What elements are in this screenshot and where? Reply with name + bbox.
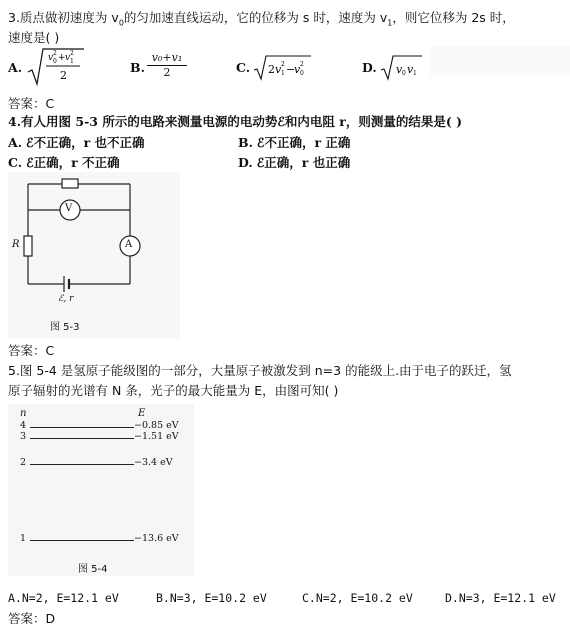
q3-option-a-label: A. [8, 60, 23, 75]
q3-option-c-formula [253, 54, 315, 84]
q4-option-b-text: ℰ不正确，r 正确 [256, 135, 351, 150]
q5-answer: 答案：D [8, 611, 56, 626]
energy-level-figure [8, 404, 194, 576]
q3-option-a-formula [26, 46, 86, 88]
q3-option-b-label: B. [130, 60, 145, 75]
resistor-r-icon [24, 236, 32, 256]
q3-options [0, 46, 570, 90]
ammeter-label: A [125, 239, 133, 250]
figure-5-4-caption: 图 5-4 [78, 564, 108, 575]
svg-text:v: v [275, 63, 282, 76]
figure-5-3-caption: 图 5-3 [50, 322, 80, 333]
svg-text:1: 1 [70, 58, 74, 65]
svg-text:2: 2 [300, 61, 304, 68]
q4-option-a [8, 133, 145, 151]
voltmeter-label: V [65, 203, 73, 214]
q3-stem-line2: 速度是( ) [8, 30, 60, 45]
level-energy-4: −0.85 eV [134, 420, 179, 431]
q3-stem-part3: ，则它位移为 2s 时， [392, 10, 515, 25]
q4-answer: 答案：C [8, 343, 55, 358]
level-energy-2: −3.4 eV [134, 457, 173, 468]
level-line-3 [30, 438, 134, 439]
q3-option-c-label: C. [236, 60, 251, 75]
svg-text:0: 0 [402, 70, 406, 77]
q3-answer: 答案：C [8, 96, 55, 111]
q5-option-b: B.N=3, E=10.2 eV [156, 591, 267, 605]
svg-text:v: v [407, 63, 414, 76]
q3-stem-part2: 的匀加速直线运动，它的位移为 s 时，速度为 v [123, 10, 388, 25]
q4-option-b-label: B. [238, 135, 253, 150]
q3-stem-part1: 3.质点做初速度为 v [8, 10, 119, 25]
svg-text:v: v [48, 53, 54, 63]
svg-text:0: 0 [300, 70, 304, 77]
q3-option-d-label: D. [362, 60, 377, 75]
level-energy-1: −13.6 eV [134, 533, 179, 544]
q4-option-a-text: ℰ不正确，r 也不正确 [26, 135, 145, 150]
q3-sub-1: 1 [387, 18, 393, 28]
svg-text:0: 0 [53, 58, 57, 65]
q3-option-b-numerator: v₀+v₁ [147, 51, 187, 66]
level-n-1: 1 [20, 533, 27, 544]
q3-scan-artifact [430, 46, 570, 76]
svg-text:2: 2 [70, 50, 74, 57]
n-header: n [20, 408, 27, 419]
level-line-2 [30, 464, 134, 465]
svg-text:v: v [294, 63, 301, 76]
q3-stem-line1 [8, 8, 515, 28]
source-label: ℰ, r [58, 294, 74, 304]
top-resistor-icon [62, 179, 78, 188]
q4-option-a-label: A. [8, 135, 23, 150]
svg-text:2: 2 [60, 69, 67, 82]
level-energy-3: −1.51 eV [134, 431, 179, 442]
q3-option-d-formula [380, 54, 426, 84]
level-line-4 [30, 427, 134, 428]
resistor-label: R [12, 239, 20, 250]
circuit-diagram [8, 172, 180, 338]
level-line-1 [30, 540, 134, 541]
q3-sub-0: 0 [118, 18, 124, 28]
q4-option-c-text: ℰ正确，r 不正确 [26, 155, 120, 170]
svg-text:1: 1 [413, 70, 417, 77]
svg-text:2: 2 [268, 63, 275, 76]
q4-option-d-label: D. [238, 155, 253, 170]
svg-text:1: 1 [281, 70, 285, 77]
level-n-2: 2 [20, 457, 27, 468]
q4-option-d-text: ℰ正确，r 也正确 [256, 155, 351, 170]
q3-option-b-fraction [147, 51, 187, 79]
q5-option-c: C.N=2, E=10.2 eV [302, 591, 413, 605]
svg-text:−: − [286, 63, 296, 76]
q4-option-c [8, 153, 120, 171]
q4-option-d [238, 153, 350, 171]
svg-text:v: v [65, 53, 71, 63]
level-n-4: 4 [20, 420, 27, 431]
q3-option-b-denominator: 2 [163, 66, 171, 79]
e-header: E [138, 408, 146, 419]
svg-text:+: + [58, 53, 66, 63]
svg-text:2: 2 [281, 61, 285, 68]
q5-option-d: D.N=3, E=12.1 eV [445, 591, 556, 605]
q4-stem: 4.有人用图 5-3 所示的电路来测量电源的电动势ℰ和内电阻 r，则测量的结果是( ) [8, 114, 463, 129]
q4-option-b [238, 133, 350, 151]
svg-text:v: v [396, 63, 403, 76]
q4-option-c-label: C. [8, 155, 23, 170]
level-n-3: 3 [20, 431, 27, 442]
q5-option-a: A.N=2, E=12.1 eV [8, 591, 119, 605]
svg-text:2: 2 [53, 50, 57, 57]
q5-stem-line1: 5.图 5-4 是氢原子能级图的一部分，大量原子被激发到 n=3 的能级上.由于电子的跃迁，氢 [8, 363, 512, 378]
circuit-figure [8, 172, 180, 338]
q5-stem-line2: 原子辐射的光谱有 N 条，光子的最大能量为 E，由图可知( ) [8, 383, 339, 398]
